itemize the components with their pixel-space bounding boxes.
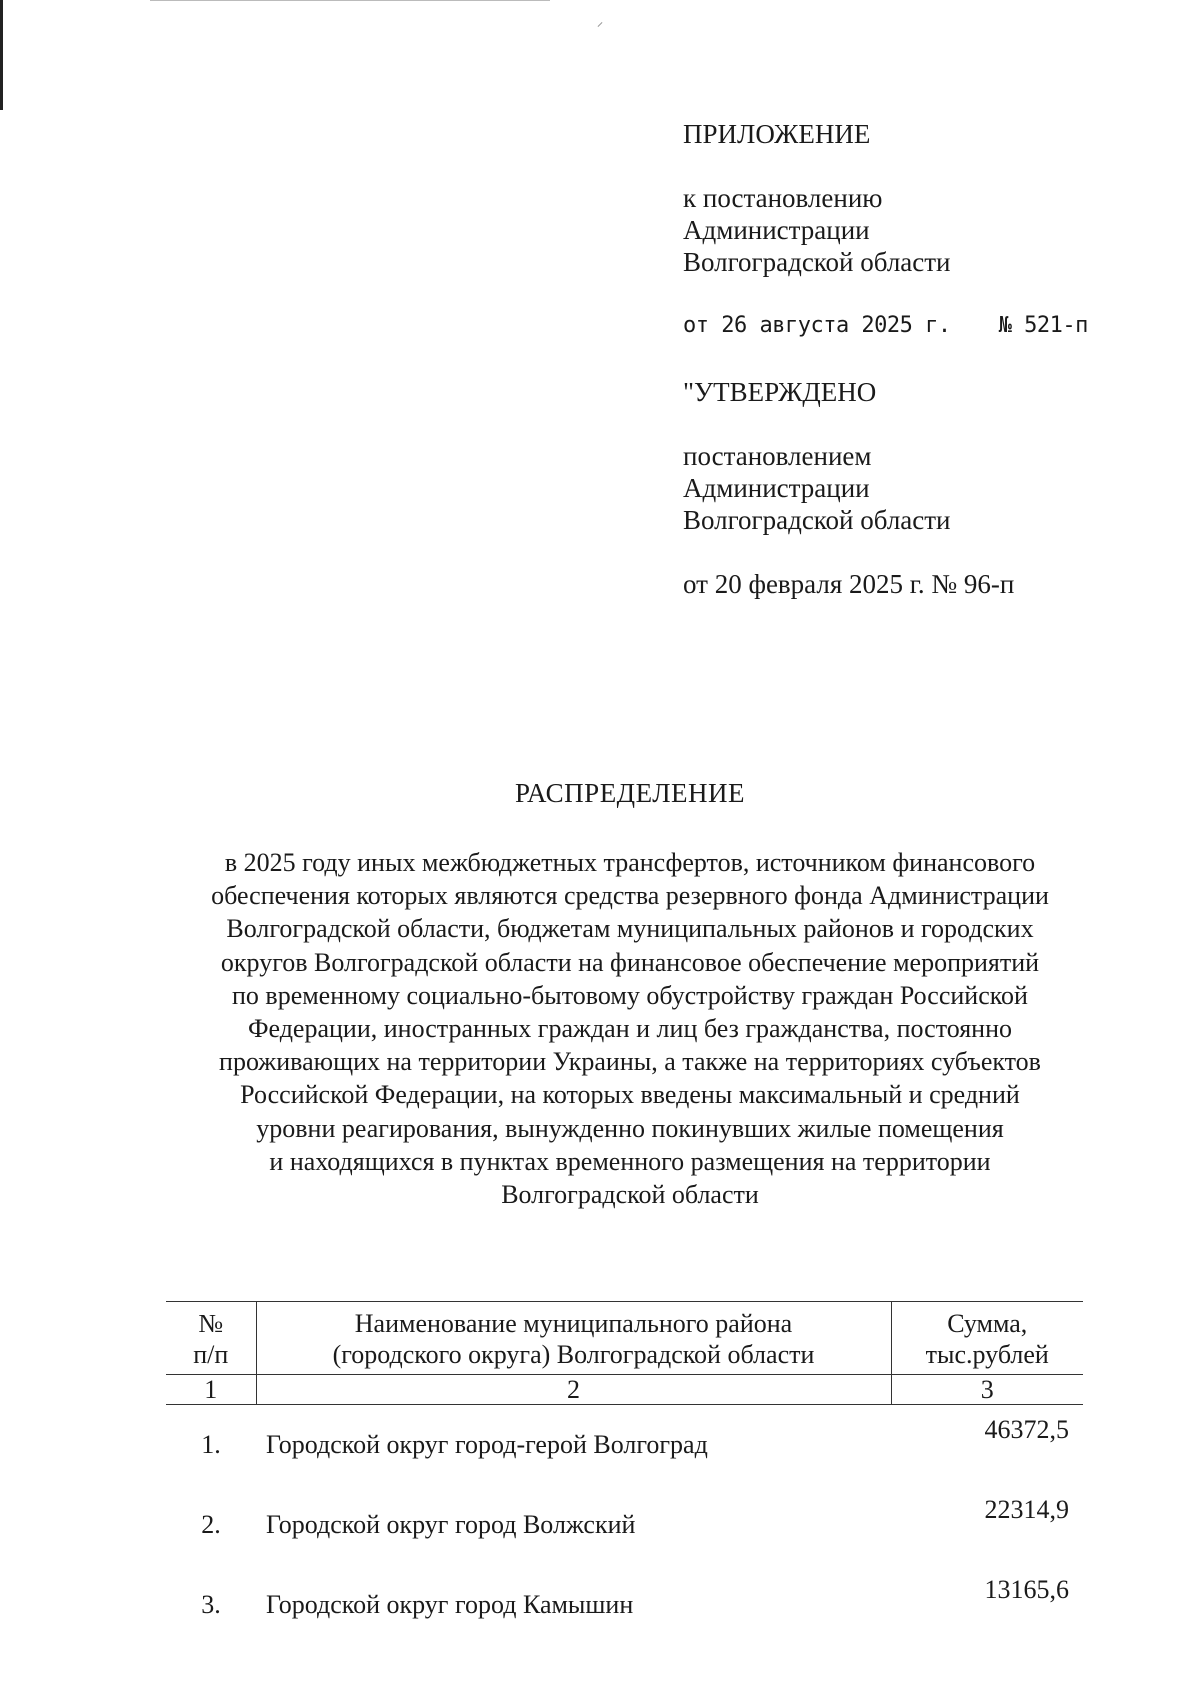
header-name-line-2: (городского округа) Волгоградской области <box>332 1340 815 1369</box>
header-sum-line-1: Сумма, <box>947 1309 1028 1338</box>
table-row <box>166 1485 1083 1565</box>
document-title: РАСПРЕДЕЛЕНИЕ <box>514 778 746 808</box>
column-number: 2 <box>256 1375 891 1405</box>
subtitle-line: в 2025 году иных межбюджетных трансфертов, источником финансового <box>224 848 1036 877</box>
approved-by-line-3: Волгоградской области <box>683 505 951 535</box>
appendix-to-line-3: Волгоградской области <box>683 247 951 277</box>
table-header-row <box>166 1302 1083 1375</box>
subtitle-line: округов Волгоградской области на финансовое обеспечение мероприятий <box>220 947 1040 977</box>
subtitle-line: и находящихся в пунктах временного размещения на территории <box>269 1146 991 1176</box>
header-name <box>256 1302 891 1375</box>
appendix-to-line-1: к постановлению <box>683 183 883 213</box>
column-number: 3 <box>891 1375 1083 1405</box>
header-num-line-1: № <box>198 1309 224 1338</box>
column-number-row <box>166 1375 1083 1405</box>
appendix-block <box>683 118 1088 600</box>
table-row <box>166 1565 1083 1645</box>
subtitle-line: по временному социально-бытовому обустройству граждан Российской <box>232 980 1028 1010</box>
row-number: 2. <box>201 1510 221 1539</box>
row-name: Городской округ город Волжский <box>266 1510 636 1539</box>
approved-by-line-1: постановлением <box>683 441 872 471</box>
row-name: Городской округ город Камышин <box>266 1590 634 1619</box>
column-number: 1 <box>166 1375 256 1405</box>
approved-date-number: от 20 февраля 2025 г. № 96-п <box>683 569 1015 599</box>
subtitle-line: Волгоградской области, бюджетам муниципальных районов и городских <box>226 914 1034 944</box>
header-sum-line-2: тыс.рублей <box>925 1340 1049 1369</box>
row-sum: 46372,5 <box>984 1415 1069 1444</box>
appendix-title: ПРИЛОЖЕНИЕ <box>683 119 871 149</box>
distribution-table <box>166 1301 1083 1645</box>
appendix-number: № 521-п <box>998 313 1088 338</box>
header-num-line-2: п/п <box>193 1340 229 1369</box>
subtitle-line: уровни реагирования, вынужденно покинувших жилые помещения <box>256 1113 1004 1143</box>
appendix-date-line <box>683 310 1088 342</box>
subtitle-line: обеспечения которых являются средства резервного фонда Администрации <box>211 881 1049 911</box>
row-sum: 22314,9 <box>984 1495 1069 1524</box>
scan-tick-mark <box>598 22 603 27</box>
table-row <box>166 1405 1083 1486</box>
approved-title: "УТВЕРЖДЕНО <box>683 377 877 407</box>
row-sum: 13165,6 <box>984 1575 1069 1604</box>
row-name: Городской округ город-герой Волгоград <box>266 1430 708 1459</box>
approved-by-line-2: Администрации <box>683 473 870 503</box>
document-subtitle <box>150 846 1110 1211</box>
row-number: 1. <box>201 1430 221 1459</box>
appendix-to-line-2: Администрации <box>683 215 870 245</box>
subtitle-line: Российской Федерации, на которых введены максимальный и средний <box>240 1080 1020 1110</box>
header-sum <box>891 1302 1083 1375</box>
header-name-line-1: Наименование муниципального района <box>354 1309 793 1338</box>
subtitle-line: Волгоградской области <box>501 1180 759 1210</box>
subtitle-line: проживающих на территории Украины, а также на территориях субъектов <box>219 1047 1041 1077</box>
subtitle-line: Федерации, иностранных граждан и лиц без гражданства, постоянно <box>247 1014 1013 1044</box>
row-number: 3. <box>201 1590 221 1619</box>
appendix-date: от 26 августа 2025 г. <box>683 313 951 338</box>
header-num <box>166 1302 256 1375</box>
scan-edge-mark <box>0 0 3 110</box>
scan-top-line <box>150 0 550 1</box>
